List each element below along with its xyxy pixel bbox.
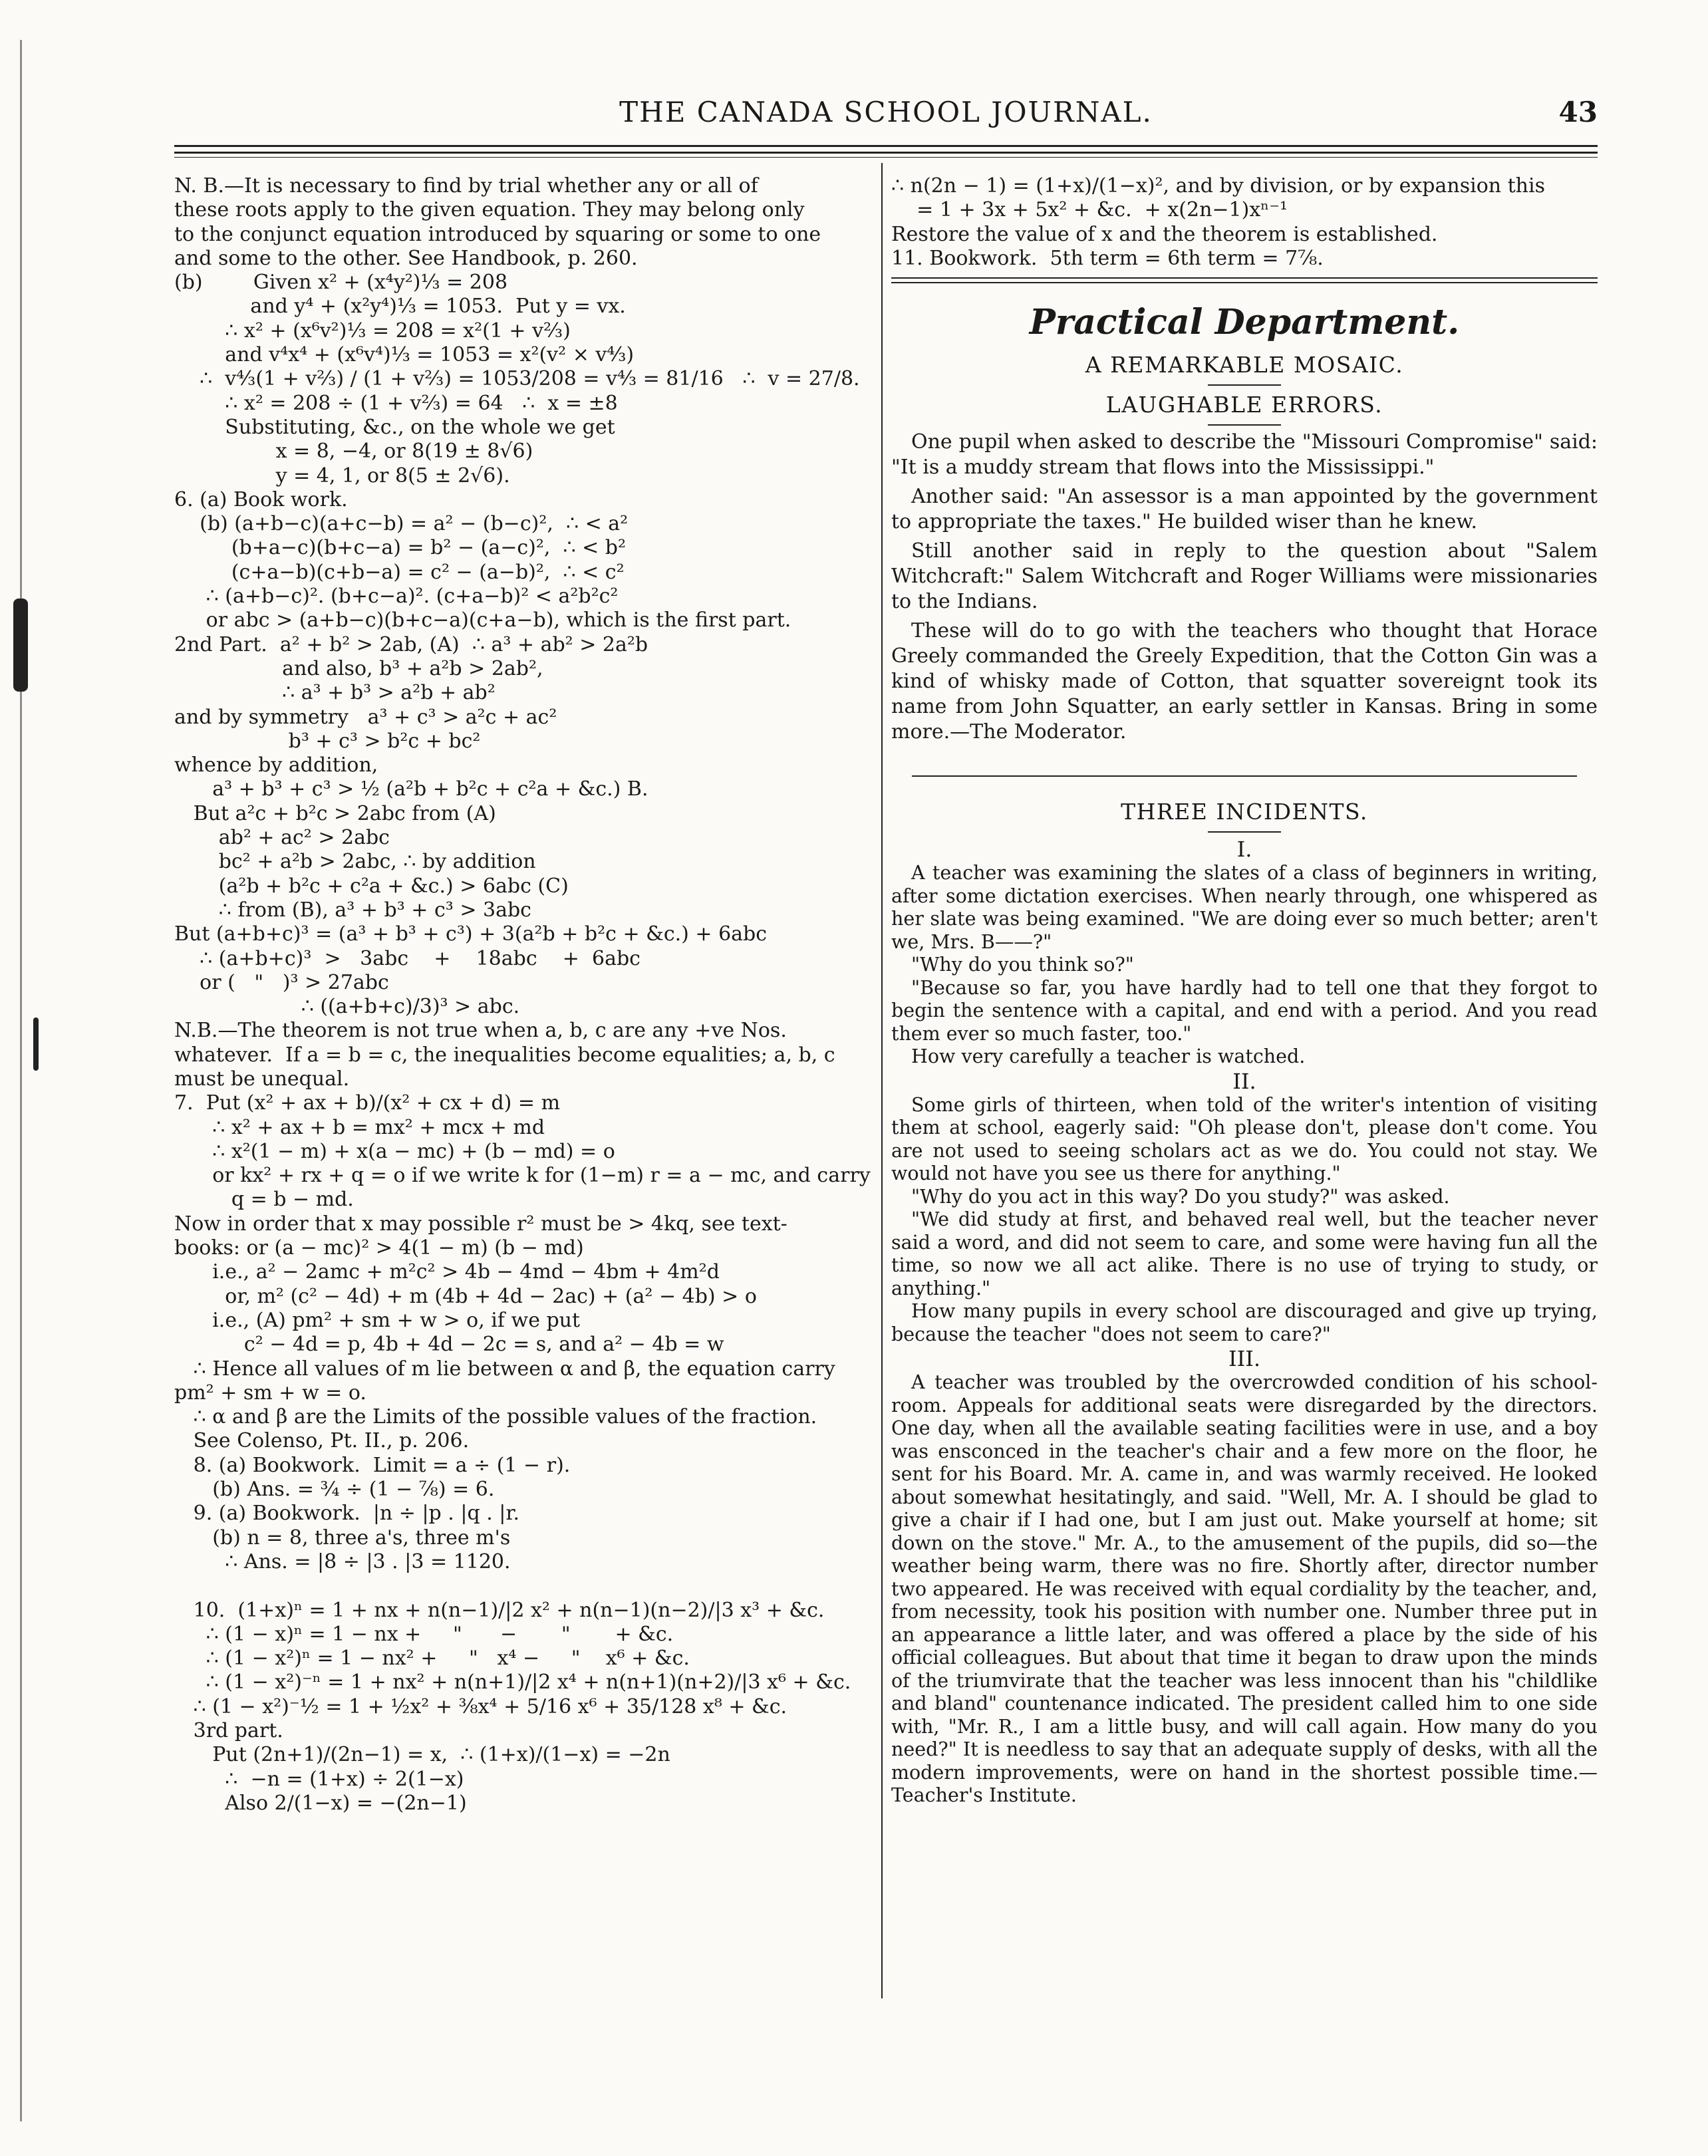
department-title: Practical Department. [1029,302,1460,343]
text-line: 7. Put (x² + ax + b)/(x² + cx + d) = m [174,1091,561,1115]
text-line: (b) Ans. = ¾ ÷ (1 − ⅞) = 6. [174,1478,495,1502]
paragraph: How many pupils in every school are discouraged and give up trying, because the teacher "does not seem to care?" [891,1300,1598,1345]
text-line: ∴ (a+b−c)². (b+c−a)². (c+a−b)² < a²b²c² [174,585,619,608]
text-line [174,1574,873,1598]
text-line: N. B.—It is necessary to find by trial whether any or all of [174,174,758,198]
text-line: 2nd Part. a² + b² > 2ab, (A) ∴ a³ + ab² > 2a²b [174,632,648,656]
text-line: b³ + c³ > b²c + bc² [174,729,481,753]
text-line: ab² + ac² > 2abc [174,826,390,850]
paragraph: "We did study at first, and behaved real well, but the teacher never said a word, and did not seem to care, and some were having fun all the time, so now we all act alike. There is no use of trying to study, or anything." [891,1208,1598,1299]
text-line: (c+a−b)(c+b−a) = c² − (a−b)², ∴ < c² [174,560,625,584]
paragraph: One pupil when asked to describe the "Missouri Compromise" said: "It is a muddy stream that flows into the Mississippi." [891,430,1598,479]
text-line: must be unequal. [174,1067,350,1091]
text-line: y = 4, 1, or 8(5 ± 2√6). [174,464,510,487]
text-line: whence by addition, [174,753,378,777]
text-line: these roots apply to the given equation. They may belong only [174,198,805,222]
text-line: Now in order that x may possible r² must be > 4kq, see text- [174,1212,787,1236]
text-line: and y⁴ + (x²y⁴)⅓ = 1053. Put y = vx. [174,295,626,319]
text-line: ∴ α and β are the Limits of the possible values of the fraction. [174,1405,817,1429]
paragraph: "Because so far, you have hardly had to tell one that they forgot to begin the sentence with a capital, and end with a period. And you read them ever so much faster, too." [891,976,1598,1045]
text-line: q = b − md. [174,1188,354,1212]
text-line: 8. (a) Bookwork. Limit = a ÷ (1 − r). [174,1453,571,1477]
title-rule [1208,424,1281,426]
section-numeral: II. [1232,1068,1256,1094]
text-line: or kx² + rx + q = o if we write k for (1−m) r = a − mc, and carry [174,1164,871,1188]
binding-blot [33,1017,39,1071]
paragraph: "Why do you think so?" [911,954,1134,976]
text-line: ∴ (1 − x²)⁻½ = 1 + ½x² + ⅜x⁴ + 5/16 x⁶ + 35/128 x⁸ + &c. [174,1694,787,1718]
incident-two [891,1094,1598,1347]
page-number: 43 [1558,96,1598,128]
column-divider [881,163,883,1998]
section-rule [891,277,1598,283]
text-line: ∴ (1 − x)ⁿ = 1 − nx + " − " + &c. [174,1622,674,1646]
text-line: to the conjunct equation introduced by squaring or some to one [174,222,821,246]
article-subtitle: LAUGHABLE ERRORS. [1105,392,1383,418]
text-line: (b) (a+b−c)(a+c−b) = a² − (b−c)², ∴ < a² [174,512,629,536]
text-line: ∴ x² = 208 ÷ (1 + v⅔) = 64 ∴ x = ±8 [174,391,618,415]
text-line: N.B.—The theorem is not true when a, b, c are any +ve Nos. [174,1019,787,1043]
text-line: 6. (a) Book work. [174,487,348,511]
text-line: ∴ (1 − x²)⁻ⁿ = 1 + nx² + n(n+1)/|2 x⁴ + n(n+1)(n+2)/|3 x⁶ + &c. [174,1671,851,1694]
text-line: books: or (a − mc)² > 4(1 − m) (b − md) [174,1236,584,1260]
separator-rule [912,775,1577,777]
title-rule [1208,831,1281,833]
title-rule [1208,384,1281,386]
binding-edge [20,40,31,2121]
text-line: pm² + sm + w = o. [174,1381,366,1405]
text-line: But (a+b+c)³ = (a³ + b³ + c³) + 3(a²b + b²c + &c.) + 6abc [174,922,768,946]
text-line: ∴ from (B), a³ + b³ + c³ > 3abc [174,898,531,922]
text-line: bc² + a²b > 2abc, ∴ by addition [174,850,536,874]
paragraph: Some girls of thirteen, when told of the writer's intention of visiting them at school, eagerly said: "Oh please don't, please don't come. You are not used to seeing scholars act as we do. You could not stay. We would not have you see us there for anything." [891,1093,1598,1185]
text-line: ∴ (1 − x²)ⁿ = 1 − nx² + " x⁴ − " x⁶ + &c. [174,1647,690,1671]
incident-one [891,862,1598,1069]
text-line: Put (2n+1)/(2n−1) = x, ∴ (1+x)/(1−x) = −2n [174,1743,670,1767]
text-line: (b) n = 8, three a's, three m's [174,1526,511,1550]
page-header [174,93,1598,133]
text-line: ∴ Ans. = |8 ÷ |3 . |3 = 1120. [174,1550,511,1573]
paragraph: A teacher was examining the slates of a class of beginners in writing, after some dictation exercises. When nearly through, one whispered as her slate was being examined. "We are doing ever so much better; aren't we, Mrs. B——?" [891,862,1598,953]
text-line: ∴ Hence all values of m lie between α and β, the equation carry [174,1357,835,1381]
text-line: or abc > (a+b−c)(b+c−a)(c+a−b), which is the first part. [174,608,791,632]
text-line: or, m² (c² − 4d) + m (4b + 4d − 2ac) + (a² − 4b) > o [174,1284,757,1308]
text-line: c² − 4d = p, 4b + 4d − 2c = s, and a² − 4b = w [174,1333,724,1357]
article-title: A REMARKABLE MOSAIC. [1085,352,1404,378]
text-line: (a²b + b²c + c²a + &c.) > 6abc (C) [174,874,569,898]
text-line: x = 8, −4, or 8(19 ± 8√6) [174,440,533,464]
paragraph: How very carefully a teacher is watched. [911,1045,1306,1068]
solution-continuation [891,174,1598,271]
text-line: i.e., a² − 2amc + m²c² > 4b − 4md − 4bm + 4m²d [174,1260,720,1284]
header-rule [174,145,1598,147]
text-line: 11. Bookwork. 5th term = 6th term = 7⅞. [891,246,1324,270]
journal-title: THE CANADA SCHOOL JOURNAL. [619,96,1153,128]
text-line: 3rd part. [174,1719,283,1742]
paragraph: These will do to go with the teachers who thought that Horace Greely commanded the Greely Expedition, that the Cotton Gin was a kind of whisky made of Cotton, that squatter sovereignt took its name from John Squatter, an early settler in Kansas. Bring in some more.—The Moderator. [891,619,1598,744]
text-line: ∴ x² + (x⁶v²)⅓ = 208 = x²(1 + v⅔) [174,319,571,342]
text-line: ∴ n(2n − 1) = (1+x)/(1−x)², and by division, or by expansion this [891,174,1545,198]
text-line: ∴ v⁴⁄₃(1 + v⅔) / (1 + v⅔) = 1053/208 = v⁴⁄₃ = 81/16 ∴ v = 27/8. [174,367,860,391]
paragraph: "Why do you act in this way? Do you study?" was asked. [911,1185,1450,1208]
paragraph: Still another said in reply to the question about "Salem Witchcraft:" Salem Witchcraft and Roger Williams were missionaries to the Indians. [891,539,1598,614]
text-line: (b+a−c)(b+c−a) = b² − (a−c)², ∴ < b² [174,536,627,560]
text-line: whatever. If a = b = c, the inequalities become equalities; a, b, c [174,1043,835,1067]
left-column [174,174,873,1816]
text-line: Also 2/(1−x) = −(2n−1) [174,1791,467,1815]
text-line: ∴ −n = (1+x) ÷ 2(1−x) [174,1767,464,1791]
paragraph: Another said: "An assessor is a man appointed by the government to appropriate the taxes." He builded wiser than he knew. [891,485,1598,534]
text-line: ∴ ((a+b+c)/3)³ > abc. [174,995,520,1019]
text-line: and v⁴x⁴ + (x⁶v⁴)⅓ = 1053 = x²(v² × v⁴⁄₃) [174,343,635,367]
text-line: ∴ (a+b+c)³ > 3abc + 18abc + 6abc [174,946,640,970]
right-column [891,174,1598,1808]
incident-three [891,1371,1598,1808]
text-line: Restore the value of x and the theorem is established. [891,222,1438,246]
text-line: ∴ x² + ax + b = mx² + mcx + md [174,1115,545,1139]
paragraph: A teacher was troubled by the overcrowded condition of his school-room. Appeals for additional seats were disregarded by the directors. One day, when all the available seating facilities were in use, and a boy was ensconced in the teacher's chair and a few more on the floor, he sent for his Board. Mr. A. came in, and was warmly received. He looked about somewhat hesitatingly, and said. "Well, Mr. A. I should be glad to give a chair if I had one, but I am just out. Make yourself at home; sit down on the stove." Mr. A., to the amusement of the pupils, did so—the weather being warm, there was no fire. Shortly after, director number two appeared. He was received with equal cordiality by the teacher, and, from necessity, took his position with number one. Number three put in an appearance a little later, and was offered a place by the side of his official colleagues. But about that time it began to draw upon the minds of the triumvirate that the teacher was less innocent than his "childlike and bland" countenance indicated. The president called him to one side with, "Mr. R., I am a little busy, and will call again. How many do you need?" It is needless to say that an adequate supply of desks, with all the modern improvements, were on hand in the shortest possible time.—Teacher's Institute. [891,1371,1598,1807]
text-line: and some to the other. See Handbook, p. 260. [174,246,638,270]
text-line: 9. (a) Bookwork. |n ÷ |p . |q . |r. [174,1502,519,1526]
header-rule [174,152,1598,154]
section-numeral: I. [1236,837,1252,863]
binding-blot [13,599,28,692]
text-line: and by symmetry a³ + c³ > a²c + ac² [174,705,557,729]
mosaic-body [891,430,1598,745]
text-line: and also, b³ + a²b > 2ab², [174,656,543,680]
text-line: 10. (1+x)ⁿ = 1 + nx + n(n−1)/|2 x² + n(n−1)(n−2)/|3 x³ + &c. [174,1598,825,1622]
text-line: i.e., (A) pm² + sm + w > o, if we put [174,1308,581,1332]
header-rule [174,157,1598,158]
incidents-title: THREE INCIDENTS. [1121,799,1368,825]
text-line: See Colenso, Pt. II., p. 206. [174,1429,470,1453]
text-line: (b) Given x² + (x⁴y²)⅓ = 208 [174,271,508,295]
text-line: But a²c + b²c > 2abc from (A) [174,801,496,825]
text-line: = 1 + 3x + 5x² + &c. + x(2n−1)xⁿ⁻¹ [891,198,1288,222]
section-numeral: III. [1228,1346,1261,1372]
text-line: a³ + b³ + c³ > ½ (a²b + b²c + c²a + &c.) B. [174,777,648,801]
text-line: ∴ a³ + b³ > a²b + ab² [174,681,496,705]
text-line: Substituting, &c., on the whole we get [174,415,615,439]
text-line: or ( " )³ > 27abc [174,970,389,994]
text-line: ∴ x²(1 − m) + x(a − mc) + (b − md) = o [174,1139,615,1163]
